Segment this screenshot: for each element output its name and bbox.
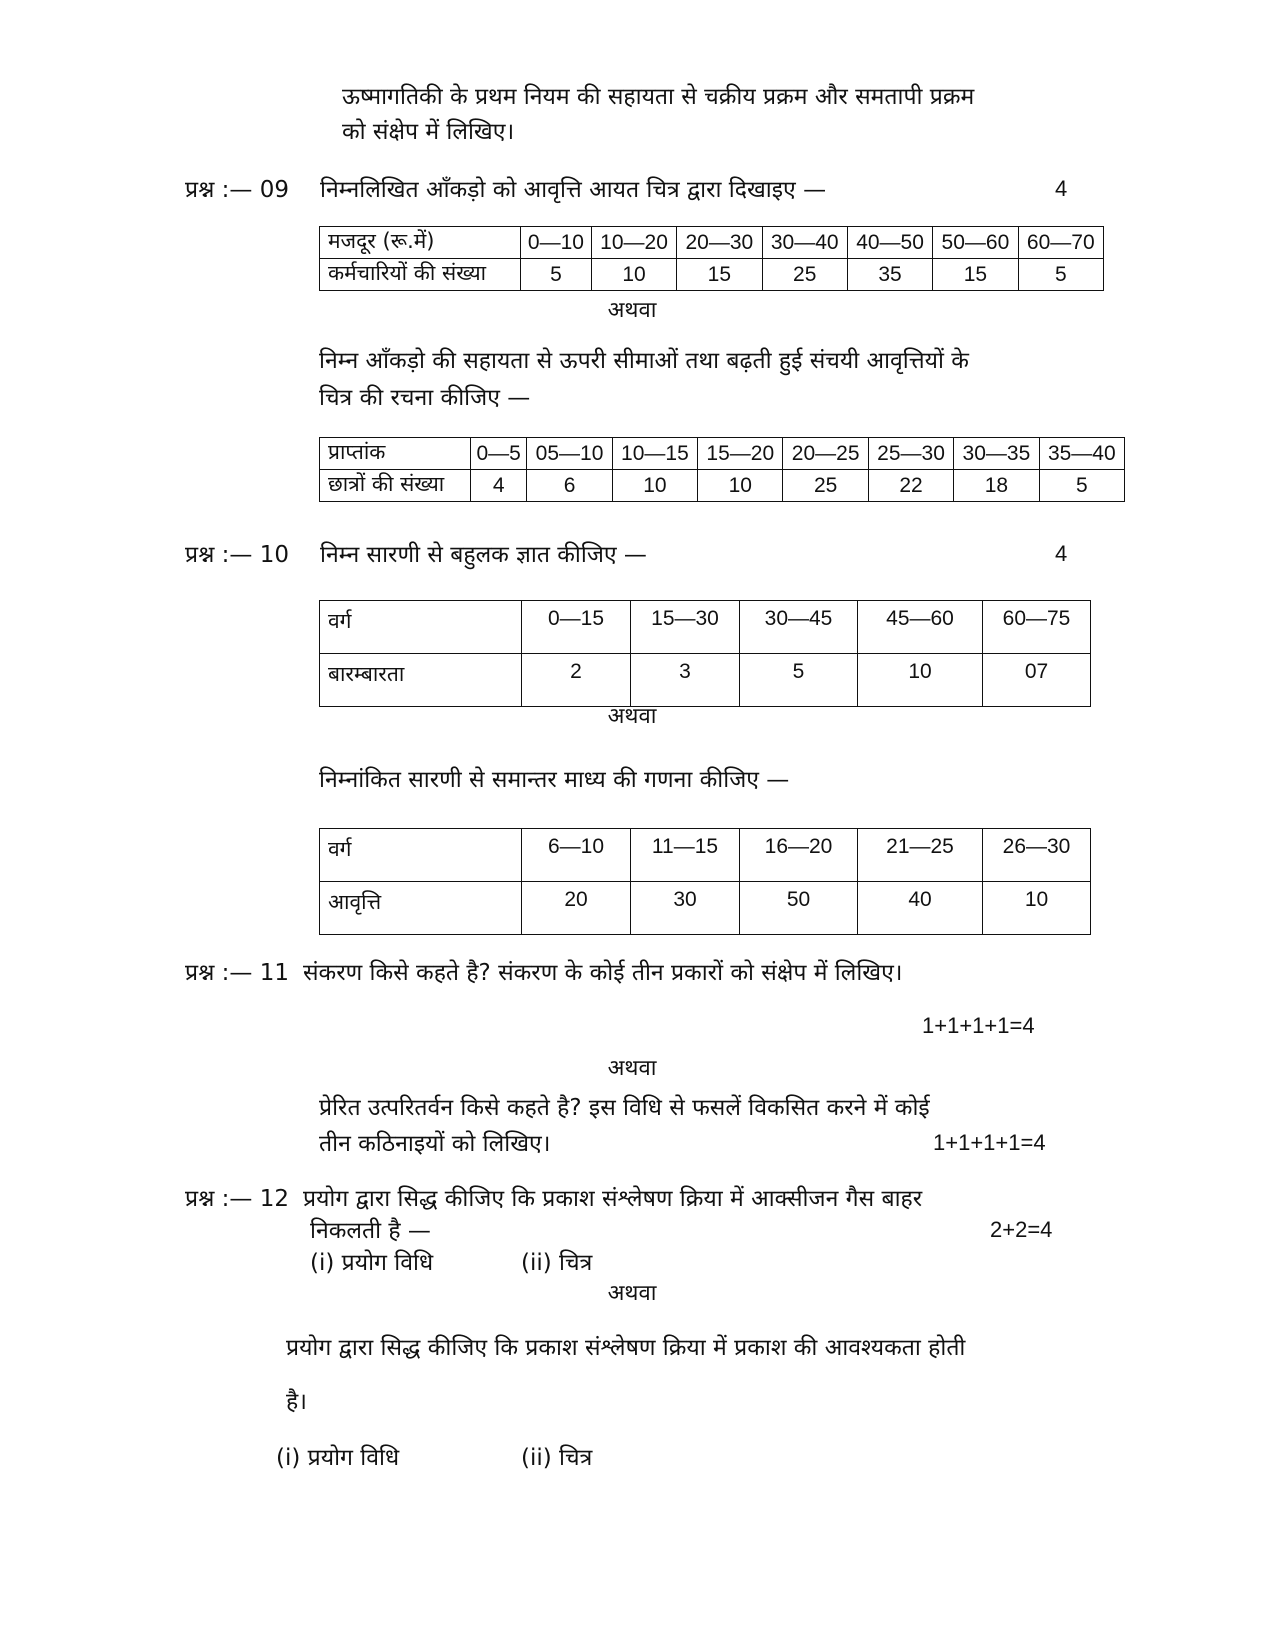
table-cell: 50 <box>740 882 858 935</box>
table-cell: 35—40 <box>1039 438 1124 470</box>
table-cell: 07 <box>983 654 1091 707</box>
table-cell: 0—5 <box>471 438 527 470</box>
q10-text: निम्न सारणी से बहुलक ज्ञात कीजिए — <box>320 542 647 568</box>
q10-alt-text: निम्नांकित सारणी से समान्तर माध्य की गणना कीजिए — <box>319 767 790 793</box>
table-cell: 21—25 <box>858 829 983 882</box>
q10-or: अथवा <box>607 704 657 729</box>
table-cell: 4 <box>471 470 527 502</box>
q10-label: प्रश्न :— 10 <box>185 542 289 568</box>
table-cell: 5 <box>1039 470 1124 502</box>
table-cell: 05—10 <box>527 438 612 470</box>
table-cell: 10 <box>612 470 697 502</box>
q10-table-mean <box>319 828 1091 935</box>
q12-alt-part2: (ii) चित्र <box>521 1445 593 1471</box>
table-row <box>320 438 1125 470</box>
table-cell: छात्रों की संख्या <box>320 470 471 502</box>
table-cell: 15—30 <box>631 601 740 654</box>
table-row <box>320 654 1091 707</box>
table-row <box>320 470 1125 502</box>
table-cell: 15—20 <box>698 438 783 470</box>
q12-marks: 2+2=4 <box>990 1217 1053 1242</box>
table-row <box>320 601 1091 654</box>
table-cell: 5 <box>740 654 858 707</box>
table-cell: कर्मचारियों की संख्या <box>320 259 521 291</box>
table-cell: 22 <box>868 470 953 502</box>
q9-or: अथवा <box>607 298 657 323</box>
table-cell: 10 <box>591 259 676 291</box>
q12-text-line2: निकलती है — <box>310 1218 431 1244</box>
table-cell: 18 <box>954 470 1039 502</box>
q12-alt-line2: है। <box>286 1389 307 1415</box>
q9-label: प्रश्न :— 09 <box>185 177 289 203</box>
table-cell: 30 <box>631 882 740 935</box>
q11-marks: 1+1+1+1=4 <box>922 1013 1035 1038</box>
table-cell: 25 <box>783 470 868 502</box>
table-row <box>320 227 1104 259</box>
q11-alt-line1: प्रेरित उत्परितर्वन किसे कहते है? इस विधि से फसलें विकसित करने में कोई <box>319 1095 930 1121</box>
table-cell: प्राप्तांक <box>320 438 471 470</box>
q9-alt-line1: निम्न आँकड़ो की सहायता से ऊपरी सीमाओं तथा बढ़ती हुई संचयी आवृत्तियों के <box>319 348 969 374</box>
table-row <box>320 829 1091 882</box>
table-cell: 15 <box>677 259 762 291</box>
q10-marks: 4 <box>1055 541 1068 566</box>
q9-marks: 4 <box>1055 176 1068 201</box>
table-cell: 10—15 <box>612 438 697 470</box>
table-cell: 0—15 <box>522 601 631 654</box>
table-cell: 10 <box>983 882 1091 935</box>
q11-alt-line2: तीन कठिनाइयों को लिखिए। <box>319 1131 551 1157</box>
q9-alt-line2: चित्र की रचना कीजिए — <box>319 385 531 411</box>
q9-table-marks <box>319 437 1125 502</box>
table-cell: 40 <box>858 882 983 935</box>
table-cell: 20—25 <box>783 438 868 470</box>
table-cell: 26—30 <box>983 829 1091 882</box>
table-cell: 50—60 <box>933 227 1018 259</box>
table-cell: 10—20 <box>591 227 676 259</box>
table-cell: 2 <box>522 654 631 707</box>
table-cell: 5 <box>1018 259 1103 291</box>
table-cell: 10 <box>858 654 983 707</box>
table-cell: 40—50 <box>847 227 932 259</box>
q12-text-line1: प्रयोग द्वारा सिद्ध कीजिए कि प्रकाश संश्लेषण क्रिया में आक्सीजन गैस बाहर <box>303 1186 923 1212</box>
table-cell: 30—45 <box>740 601 858 654</box>
table-cell: 15 <box>933 259 1018 291</box>
table-cell: बारम्बारता <box>320 654 522 707</box>
q11-text: संकरण किसे कहते है? संकरण के कोई तीन प्रकारों को संक्षेप में लिखिए। <box>303 960 903 986</box>
q9-text: निम्नलिखित आँकड़ो को आवृत्ति आयत चित्र द्वारा दिखाइए — <box>320 177 827 203</box>
table-cell: 30—40 <box>762 227 847 259</box>
table-cell: 6 <box>527 470 612 502</box>
table-cell: 60—70 <box>1018 227 1103 259</box>
table-cell: 11—15 <box>631 829 740 882</box>
table-cell: 5 <box>521 259 592 291</box>
table-cell: 10 <box>698 470 783 502</box>
table-cell: आवृत्ति <box>320 882 522 935</box>
q12-label: प्रश्न :— 12 <box>185 1186 289 1212</box>
q12-part1: (i) प्रयोग विधि <box>310 1250 434 1276</box>
table-cell: 30—35 <box>954 438 1039 470</box>
table-cell: 35 <box>847 259 932 291</box>
table-row <box>320 259 1104 291</box>
table-row <box>320 882 1091 935</box>
table-cell: 0—10 <box>521 227 592 259</box>
q8-or-line1: ऊष्मागतिकी के प्रथम नियम की सहायता से चक्रीय प्रक्रम और समतापी प्रक्रम <box>342 84 975 110</box>
q11-or: अथवा <box>607 1056 657 1081</box>
q11-label: प्रश्न :— 11 <box>185 960 289 986</box>
q8-or-line2: को संक्षेप में लिखिए। <box>342 119 515 145</box>
table-cell: 3 <box>631 654 740 707</box>
q9-table-wages <box>319 226 1104 291</box>
q10-table-mode <box>319 600 1091 707</box>
table-cell: 6—10 <box>522 829 631 882</box>
table-cell: 25 <box>762 259 847 291</box>
table-cell: 20 <box>522 882 631 935</box>
q11-alt-marks: 1+1+1+1=4 <box>933 1130 1046 1155</box>
table-cell: 25—30 <box>868 438 953 470</box>
table-cell: वर्ग <box>320 601 522 654</box>
table-cell: वर्ग <box>320 829 522 882</box>
table-cell: 16—20 <box>740 829 858 882</box>
table-cell: मजदूर (रू.में) <box>320 227 521 259</box>
q12-alt-part1: (i) प्रयोग विधि <box>276 1445 400 1471</box>
q12-part2: (ii) चित्र <box>521 1250 593 1276</box>
q12-or: अथवा <box>607 1281 657 1306</box>
table-cell: 60—75 <box>983 601 1091 654</box>
table-cell: 20—30 <box>677 227 762 259</box>
table-cell: 45—60 <box>858 601 983 654</box>
q12-alt-line1: प्रयोग द्वारा सिद्ध कीजिए कि प्रकाश संश्लेषण क्रिया में प्रकाश की आवश्यकता होती <box>286 1335 966 1361</box>
